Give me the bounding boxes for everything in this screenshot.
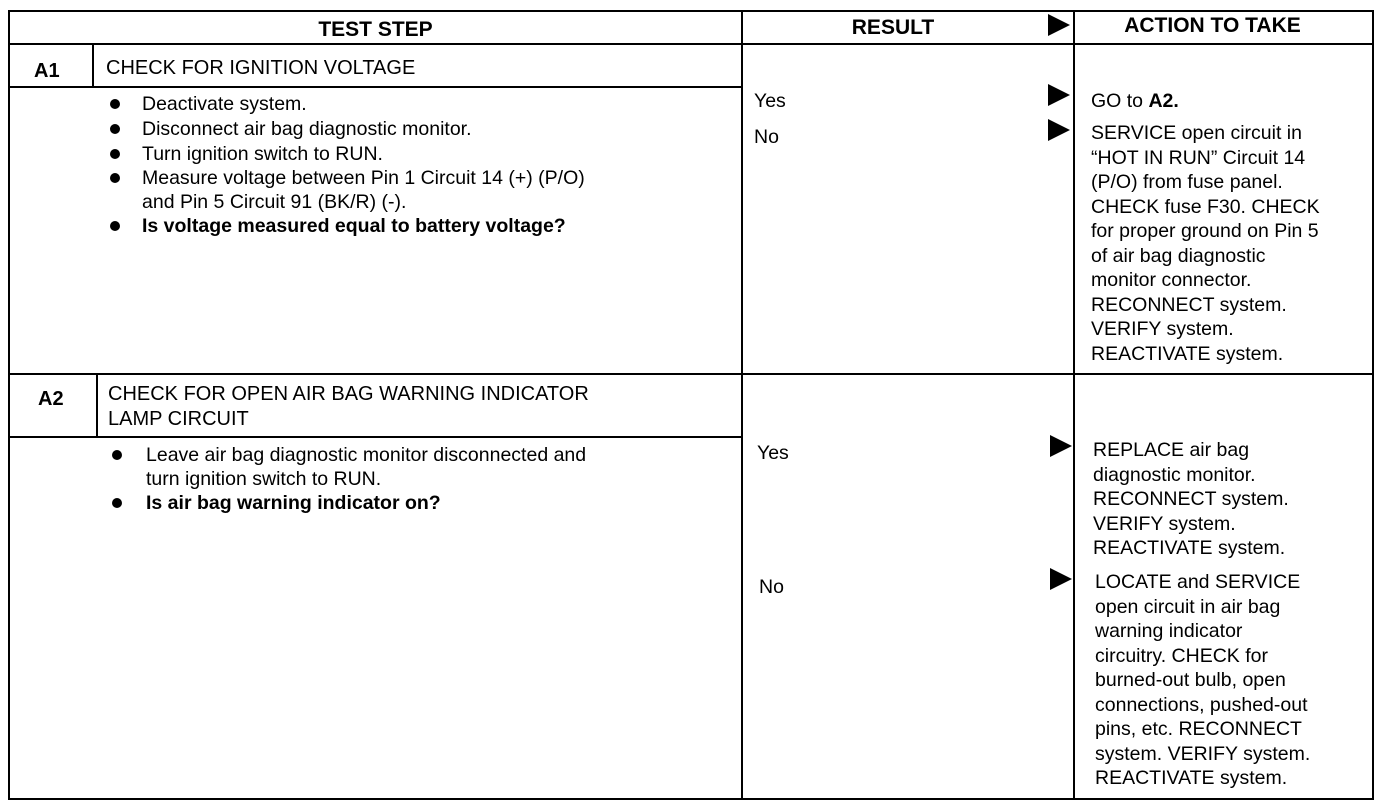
step-a1-id: A1 [34,60,60,82]
action-line: LOCATE and SERVICE [1095,571,1301,593]
step-a1-title: CHECK FOR IGNITION VOLTAGE [106,57,416,79]
a2-result-no: No [759,576,784,598]
result-arrow-icon [1048,84,1070,106]
action-line: RECONNECT system. [1091,293,1287,316]
header-action: ACTION TO TAKE [1124,14,1301,37]
action-line: circuitry. CHECK for [1095,644,1268,667]
a1-bullet-3: Turn ignition switch to RUN. [142,143,383,165]
a1-yes-action-step: A2. [1148,90,1179,112]
action-line: burned-out bulb, open [1095,669,1286,691]
action-line: SERVICE open circuit in [1091,122,1302,144]
step-a2-title [108,382,589,432]
result-column-divider [741,10,743,800]
a2-title-divider [8,436,743,438]
bullet-icon [110,124,120,134]
action-line: REACTIVATE system. [1091,342,1284,365]
a1-bullet-4-cont: and Pin 5 Circuit 91 (BK/R) (-). [142,191,407,213]
action-column-divider [1073,10,1075,800]
header-result: RESULT [851,16,935,39]
action-line: open circuit in air bag [1095,595,1281,618]
a1-no-action [1091,121,1320,366]
action-line: for proper ground on Pin 5 [1091,220,1319,242]
header-divider [8,43,1374,45]
step-a2-title-line-1: CHECK FOR OPEN AIR BAG WARNING INDICATOR [108,383,589,405]
a1-bullet-1: Deactivate system. [142,93,307,115]
step-divider [8,373,1374,375]
action-line: of air bag diagnostic [1091,244,1266,267]
result-arrow-icon [1050,568,1072,590]
action-line: connections, pushed-out [1095,693,1308,716]
action-line: RECONNECT system. [1093,488,1289,510]
step-a2-id: A2 [38,388,64,410]
a1-question: Is voltage measured equal to battery voltage? [142,215,566,237]
a1-bullet-4: Measure voltage between Pin 1 Circuit 14 (+) (P/O) [142,167,585,189]
result-arrow-icon [1048,119,1070,141]
step-a2-title-line-2: LAMP CIRCUIT [108,408,249,430]
action-line: CHECK fuse F30. CHECK [1091,195,1320,218]
bullet-icon [110,221,120,231]
a1-bullet-2: Disconnect air bag diagnostic monitor. [142,118,472,140]
action-line: REACTIVATE system. [1093,537,1286,559]
result-arrow-icon [1050,435,1072,457]
bullet-icon [110,149,120,159]
a1-result-no: No [754,126,779,148]
header-arrow-icon [1048,14,1070,36]
action-line: pins, etc. RECONNECT [1095,718,1302,740]
a2-id-divider [96,373,98,437]
a1-id-divider [92,43,94,87]
action-line: VERIFY system. [1093,512,1236,535]
a2-result-yes: Yes [757,442,789,464]
action-line: “HOT IN RUN” Circuit 14 [1091,146,1306,169]
a1-yes-action [1091,89,1179,114]
a2-no-action [1095,570,1310,791]
a1-result-yes: Yes [754,90,786,112]
action-line: system. VERIFY system. [1095,742,1311,765]
action-line: REACTIVATE system. [1095,767,1288,789]
action-line: warning indicator [1095,620,1243,642]
bullet-icon [112,498,122,508]
bullet-icon [110,173,120,183]
a2-bullet-1-cont: turn ignition switch to RUN. [146,468,382,490]
a1-title-divider [8,86,743,88]
bullet-icon [112,450,122,460]
action-line: monitor connector. [1091,269,1252,291]
header-test-step: TEST STEP [318,18,433,41]
action-line: diagnostic monitor. [1093,463,1256,486]
action-line: (P/O) from fuse panel. [1091,171,1283,193]
bullet-icon [110,99,120,109]
action-line: VERIFY system. [1091,318,1234,340]
action-line: REPLACE air bag [1093,439,1250,461]
a2-bullet-1: Leave air bag diagnostic monitor disconnected and [146,444,587,466]
a2-question: Is air bag warning indicator on? [146,492,441,514]
a2-yes-action [1093,438,1289,561]
a1-yes-action-text: GO to [1091,90,1149,112]
